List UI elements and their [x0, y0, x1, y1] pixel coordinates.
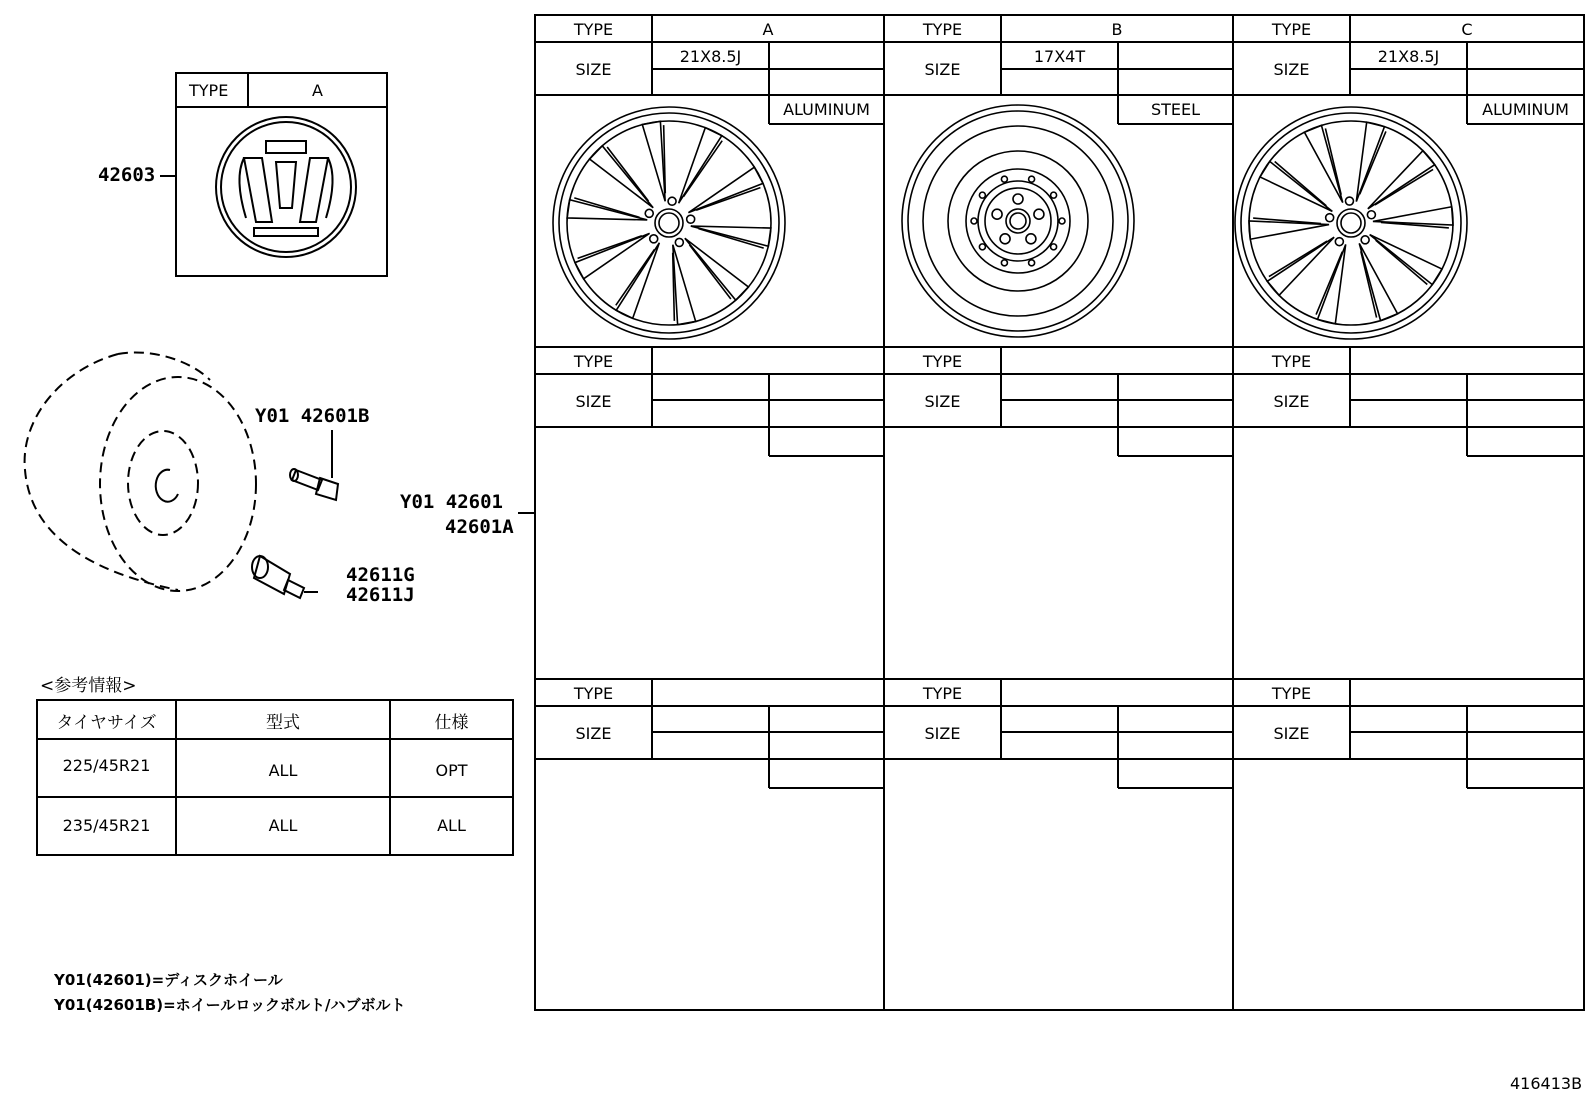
col-b-type-value: B	[1111, 19, 1123, 39]
ref-header-model: 型式	[266, 712, 300, 733]
ref-row-2-tire: 235/45R21	[62, 815, 151, 835]
center-cap-emblem-icon	[216, 117, 356, 257]
col-b-material: STEEL	[1150, 99, 1201, 119]
col-a-type-label: TYPE	[573, 19, 614, 39]
col-b-type-label-3: TYPE	[922, 683, 963, 703]
col-b-type-label-2: TYPE	[922, 351, 963, 371]
part-number-valve[interactable]: 42611G	[346, 564, 415, 586]
part-number-42603[interactable]: 42603	[98, 164, 156, 186]
col-c-type-label-2: TYPE	[1271, 351, 1312, 371]
part-number-disc-wheel[interactable]: Y01 42601	[400, 491, 503, 513]
ref-row-2-model: ALL	[268, 815, 298, 835]
col-a-size-label-3: SIZE	[575, 723, 612, 743]
col-c-type-label-3: TYPE	[1271, 683, 1312, 703]
col-a-type-label-3: TYPE	[573, 683, 614, 703]
col-c-size-value: 21X8.5J	[1377, 46, 1440, 66]
legend-lock-bolt: Y01(42601B)=ホイールロックボルト/ハブボルト	[54, 996, 406, 1014]
col-c-type-label: TYPE	[1271, 19, 1312, 39]
wheel-a-aluminum-icon	[553, 107, 785, 339]
part-number-disc-wheel-alt[interactable]: 42601A	[445, 516, 514, 538]
col-c-material: ALUMINUM	[1482, 99, 1569, 119]
col-a-type-label-2: TYPE	[573, 351, 614, 371]
col-c-type-value: C	[1461, 19, 1473, 39]
ref-row-1-spec: OPT	[435, 760, 468, 780]
ref-header-spec: 仕様	[434, 712, 469, 733]
cap-type-label: TYPE	[189, 81, 229, 100]
reference-info-title: <参考情報>	[40, 676, 137, 696]
wheel-b-steel-icon	[902, 105, 1134, 337]
col-c-size-label-2: SIZE	[1273, 391, 1310, 411]
col-b-size-label-2: SIZE	[924, 391, 961, 411]
legend-disc-wheel: Y01(42601)=ディスクホイール	[54, 971, 283, 989]
col-b-size-label: SIZE	[924, 59, 961, 79]
ref-row-1-tire: 225/45R21	[62, 755, 151, 775]
wheel-c-aluminum-icon	[1235, 107, 1467, 339]
part-number-lock-bolt[interactable]: Y01 42601B	[255, 405, 370, 427]
col-a-size-label-2: SIZE	[575, 391, 612, 411]
diagram-id: 416413B	[1510, 1074, 1583, 1093]
tire-outline-icon	[25, 352, 256, 591]
col-b-size-label-3: SIZE	[924, 723, 961, 743]
col-b-type-label: TYPE	[922, 19, 963, 39]
ref-row-1-model: ALL	[268, 760, 298, 780]
col-a-material: ALUMINUM	[783, 99, 870, 119]
ref-header-tire-size: タイヤサイズ	[56, 712, 157, 733]
lock-bolt-icon	[290, 430, 338, 500]
col-a-size-value: 21X8.5J	[679, 46, 742, 66]
col-b-size-value: 17X4T	[1033, 46, 1086, 66]
valve-stem-icon	[252, 556, 318, 598]
col-a-size-label: SIZE	[575, 59, 612, 79]
ref-row-2-spec: ALL	[437, 815, 466, 835]
part-number-valve-alt[interactable]: 42611J	[346, 584, 415, 606]
col-a-type-value: A	[762, 19, 774, 39]
col-c-size-label-3: SIZE	[1273, 723, 1310, 743]
cap-type-value: A	[312, 81, 323, 100]
col-c-size-label: SIZE	[1273, 59, 1310, 79]
